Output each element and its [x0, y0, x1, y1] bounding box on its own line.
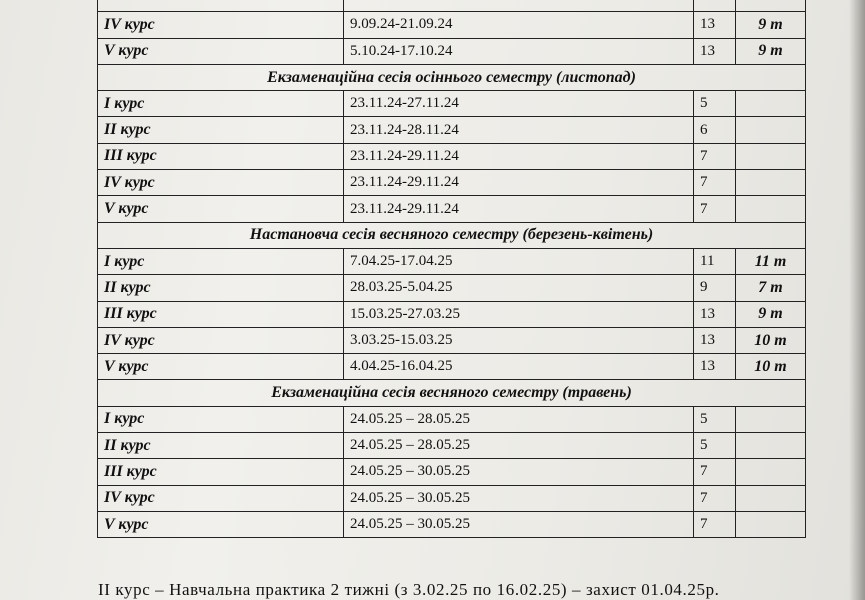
dates-cell: 23.11.24-29.11.24: [344, 143, 694, 169]
weeks-cell: [736, 485, 806, 511]
table-row: [98, 485, 806, 511]
course-cell: IV курс: [98, 170, 344, 196]
weeks-cell: [736, 196, 806, 222]
table-row: [98, 143, 806, 169]
table-row: [98, 354, 806, 380]
course-cell: II курс: [98, 275, 344, 301]
dates-cell: 24.05.25 – 28.05.25: [344, 433, 694, 459]
weeks-cell: [736, 459, 806, 485]
days-cell: 13: [694, 327, 736, 353]
table-row: [98, 301, 806, 327]
course-cell: III курс: [98, 143, 344, 169]
days-cell: 7: [694, 511, 736, 537]
days-cell: 7: [694, 143, 736, 169]
dates-cell: 23.11.24-28.11.24: [344, 117, 694, 143]
days-cell: [694, 0, 736, 12]
weeks-cell: 9 т: [736, 301, 806, 327]
dates-cell: [344, 0, 694, 12]
table-row: [98, 170, 806, 196]
section-header-row: [98, 64, 806, 90]
weeks-cell: 9 т: [736, 12, 806, 38]
practice-note: II курс – Навчальна практика 2 тижні (з 3.02.25 по 16.02.25) – захист 01.04.25р.: [98, 580, 720, 599]
dates-cell: 28.03.25-5.04.25: [344, 275, 694, 301]
days-cell: 7: [694, 170, 736, 196]
schedule-body: [98, 0, 806, 538]
table-row: [98, 459, 806, 485]
table-row: [98, 117, 806, 143]
course-cell: IV курс: [98, 485, 344, 511]
table-row: [98, 38, 806, 64]
days-cell: 11: [694, 248, 736, 274]
course-cell: II курс: [98, 433, 344, 459]
weeks-cell: [736, 117, 806, 143]
weeks-cell: 7 т: [736, 275, 806, 301]
course-cell: IV курс: [98, 327, 344, 353]
days-cell: 5: [694, 406, 736, 432]
dates-cell: 24.05.25 – 28.05.25: [344, 406, 694, 432]
course-cell: V курс: [98, 354, 344, 380]
dates-cell: 7.04.25-17.04.25: [344, 248, 694, 274]
table-row: [98, 406, 806, 432]
course-cell: II курс: [98, 117, 344, 143]
weeks-cell: 10 т: [736, 327, 806, 353]
table-row: [98, 12, 806, 38]
course-cell: I курс: [98, 406, 344, 432]
weeks-cell: [736, 406, 806, 432]
section-title: Екзаменаційна сесія осіннього семестру (листопад): [98, 64, 806, 90]
days-cell: 7: [694, 459, 736, 485]
days-cell: 13: [694, 38, 736, 64]
dates-cell: 5.10.24-17.10.24: [344, 38, 694, 64]
days-cell: 7: [694, 196, 736, 222]
dates-cell: 15.03.25-27.03.25: [344, 301, 694, 327]
course-cell: III курс: [98, 301, 344, 327]
weeks-cell: 11 т: [736, 248, 806, 274]
section-header-row: [98, 222, 806, 248]
course-cell: I курс: [98, 248, 344, 274]
weeks-cell: [736, 143, 806, 169]
weeks-cell: [736, 170, 806, 196]
days-cell: 13: [694, 354, 736, 380]
section-title: Настановча сесія весняного семестру (березень-квітень): [98, 222, 806, 248]
course-cell: III курс: [98, 459, 344, 485]
table-row: [98, 91, 806, 117]
table-row: [98, 248, 806, 274]
weeks-cell: [736, 91, 806, 117]
weeks-cell: [736, 433, 806, 459]
course-cell: IV курс: [98, 12, 344, 38]
course-cell: V курс: [98, 38, 344, 64]
dates-cell: 24.05.25 – 30.05.25: [344, 459, 694, 485]
paper-shadow-edge: [849, 0, 865, 600]
dates-cell: 24.05.25 – 30.05.25: [344, 485, 694, 511]
table-row: [98, 0, 806, 12]
dates-cell: 23.11.24-27.11.24: [344, 91, 694, 117]
table-row: [98, 196, 806, 222]
course-cell: V курс: [98, 196, 344, 222]
table-row: [98, 327, 806, 353]
dates-cell: 23.11.24-29.11.24: [344, 170, 694, 196]
dates-cell: 24.05.25 – 30.05.25: [344, 511, 694, 537]
dates-cell: 4.04.25-16.04.25: [344, 354, 694, 380]
table-row: [98, 511, 806, 537]
dates-cell: 23.11.24-29.11.24: [344, 196, 694, 222]
weeks-cell: [736, 511, 806, 537]
days-cell: 13: [694, 12, 736, 38]
table-row: [98, 275, 806, 301]
course-cell: I курс: [98, 91, 344, 117]
days-cell: 13: [694, 301, 736, 327]
course-cell: [98, 0, 344, 12]
course-cell: V курс: [98, 511, 344, 537]
days-cell: 7: [694, 485, 736, 511]
weeks-cell: [736, 0, 806, 12]
dates-cell: 3.03.25-15.03.25: [344, 327, 694, 353]
weeks-cell: 9 т: [736, 38, 806, 64]
table-row: [98, 433, 806, 459]
session-schedule-table: [97, 0, 806, 538]
dates-cell: 9.09.24-21.09.24: [344, 12, 694, 38]
days-cell: 9: [694, 275, 736, 301]
days-cell: 6: [694, 117, 736, 143]
days-cell: 5: [694, 433, 736, 459]
days-cell: 5: [694, 91, 736, 117]
section-title: Екзаменаційна сесія весняного семестру (травень): [98, 380, 806, 406]
weeks-cell: 10 т: [736, 354, 806, 380]
section-header-row: [98, 380, 806, 406]
